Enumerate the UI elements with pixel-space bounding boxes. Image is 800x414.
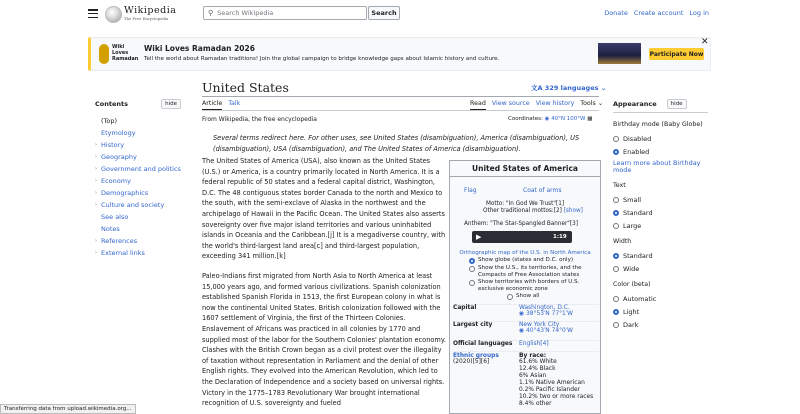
race-item: 12.4% Black (519, 366, 556, 372)
radio-button[interactable] (469, 280, 475, 286)
chevron-right-icon[interactable]: › (95, 154, 97, 160)
appearance-option-label: Small (623, 195, 642, 204)
chevron-right-icon[interactable]: › (95, 190, 97, 196)
personal-tools (604, 9, 709, 17)
chevron-right-icon[interactable]: › (95, 178, 97, 184)
other-mottos: Other traditional mottos:[2] (483, 208, 562, 214)
toc-item-label[interactable]: External links (101, 249, 145, 257)
race-item: 8.4% other (519, 401, 552, 407)
race-label: By race: (519, 353, 547, 359)
appearance-option-label: Automatic (623, 294, 657, 303)
appearance-option[interactable] (613, 219, 708, 232)
infobox-title: United States of America (472, 164, 578, 173)
page-title: United States (202, 80, 289, 95)
toc-item-label[interactable]: Notes (101, 225, 120, 233)
tab-view-history[interactable]: View history (535, 100, 575, 107)
campaign-banner (88, 37, 711, 71)
map-option-label: Show all (516, 293, 540, 299)
coordinates-link[interactable]: 40°N 100°W (551, 116, 586, 122)
toc-item-label[interactable]: Etymology (101, 129, 136, 137)
browser-status-bar: Transferring data from upload.wikimedia.org... (0, 404, 136, 414)
color-label: Color (beta) (613, 281, 651, 288)
birthday-learn-more-link[interactable]: Learn more about Birthday mode (613, 159, 701, 174)
toc-item-label[interactable]: (Top) (101, 117, 118, 125)
participate-button[interactable]: Participate Now (649, 48, 704, 60)
toc-item[interactable] (95, 115, 181, 127)
tab-view-source[interactable]: View source (491, 100, 530, 107)
banner-text: Tell the world about Ramadan traditions! Join the global campaign to bridge knowledge gaps about Islamic history and culture. (144, 56, 500, 62)
appearance-option[interactable] (613, 249, 708, 262)
search-button[interactable]: Search (368, 6, 400, 20)
largest-city-label: Largest city (453, 322, 493, 328)
radio-button[interactable] (613, 253, 619, 259)
toc-item[interactable] (95, 187, 181, 199)
tabs-divider (202, 110, 599, 111)
play-icon[interactable]: ▶ (476, 233, 482, 241)
appearance-option[interactable] (613, 132, 708, 145)
map-option-label: Show globe (states and D.C. only) (478, 257, 574, 263)
wikipedia-tagline: The Free Encyclopedia (124, 16, 169, 21)
banner-title: Wiki Loves Ramadan 2026 (144, 44, 255, 53)
infobox (449, 160, 601, 414)
create-account-link[interactable]: Create account (633, 9, 684, 17)
chevron-down-icon: ⌄ (597, 100, 604, 107)
toc-item[interactable] (95, 151, 181, 163)
map-option-label: Show the U.S., its territories, and the Compacts of Free Association states (478, 265, 582, 278)
wikipedia-wordmark[interactable]: Wikipedia (124, 5, 177, 16)
appearance-option-label: Standard (623, 208, 653, 217)
tab-talk[interactable]: Talk (228, 100, 241, 107)
toc-item[interactable] (95, 199, 181, 211)
search-input[interactable] (203, 6, 367, 20)
tab-read[interactable]: Read (470, 100, 486, 110)
infobox-row-ethnic-groups (453, 353, 599, 413)
radio-button[interactable] (469, 266, 475, 272)
coordinates (508, 116, 592, 122)
appearance-option-label: Wide (623, 264, 640, 273)
coordinates-label: Coordinates: (508, 116, 543, 122)
largest-city-coords-link[interactable]: 40°43′N 74°0′W (526, 328, 573, 334)
map-option[interactable] (469, 257, 599, 264)
map-icon[interactable]: ▦ (587, 116, 593, 122)
radio-button[interactable] (613, 210, 619, 216)
infobox-row-capital (453, 304, 599, 320)
largest-city-link[interactable]: New York City (519, 322, 560, 328)
appearance-option-label: Disabled (623, 134, 652, 143)
donate-link[interactable]: Donate (604, 9, 628, 17)
tools-menu[interactable] (580, 100, 603, 110)
appearance-hide-button[interactable]: hide (667, 99, 687, 109)
capital-coords-link[interactable]: 38°53′N 77°1′W (526, 311, 573, 317)
english-link[interactable]: English[4] (519, 341, 549, 347)
appearance-option-label: Large (623, 221, 642, 230)
flag-link[interactable]: Flag (464, 187, 477, 194)
anthem: Anthem: "The Star-Spangled Banner"[3] (464, 221, 578, 227)
official-languages-label: Official languages (453, 341, 513, 347)
close-icon[interactable]: ✕ (701, 37, 709, 47)
motto: Motto: "In God We Trust"[1] (485, 201, 565, 207)
search-icon: ⚲ (208, 9, 214, 17)
radio-button[interactable] (507, 294, 513, 300)
globe-icon: ◉ (519, 311, 525, 317)
infobox-row-largest-city (453, 321, 599, 338)
toc-item-label[interactable]: History (101, 141, 125, 149)
chevron-right-icon[interactable]: › (95, 238, 97, 244)
appearance-option[interactable] (613, 305, 708, 318)
main-menu-icon[interactable] (88, 9, 98, 18)
radio-button[interactable] (613, 322, 619, 328)
toc-item[interactable] (95, 163, 181, 175)
toc-item-label[interactable]: Culture and society (101, 201, 165, 209)
ethnic-groups-link[interactable]: Ethnic groups (453, 353, 499, 359)
show-mottos-link[interactable]: [show] (563, 208, 583, 214)
radio-button[interactable] (613, 309, 619, 315)
radio-button[interactable] (469, 258, 475, 264)
infobox-row-languages (453, 340, 599, 352)
appearance-option[interactable] (613, 206, 708, 219)
map-caption: Orthographic map of the U.S. in North America (459, 250, 591, 256)
chevron-right-icon[interactable]: › (95, 142, 97, 148)
globe-icon: ◉ (544, 116, 550, 122)
race-item: 1.1% Native American (519, 380, 585, 386)
appearance-option-label: Light (623, 307, 640, 316)
toc-item[interactable] (95, 235, 181, 247)
race-item: 61.6% White (519, 359, 557, 365)
race-item: 6% Asian (519, 373, 547, 379)
map-option[interactable] (469, 279, 599, 292)
namespace-tabs (202, 100, 240, 110)
width-label: Width (613, 238, 632, 245)
text-size-label: Text (613, 182, 626, 189)
appearance-option[interactable] (613, 262, 708, 275)
appearance-option-label: Enabled (623, 147, 650, 156)
chevron-right-icon[interactable]: › (95, 250, 97, 256)
language-count: 329 languages (544, 84, 599, 92)
capital-label: Capital (453, 305, 477, 311)
toc-item-label[interactable]: Government and politics (101, 165, 181, 173)
tab-article[interactable]: Article (202, 100, 222, 110)
toc-item[interactable] (95, 139, 181, 151)
coat-of-arms-link[interactable]: Coat of arms (523, 187, 562, 194)
title-divider (202, 96, 599, 97)
appearance-option-label: Standard (623, 251, 653, 260)
toc-item-label[interactable]: Demographics (101, 189, 149, 197)
map-option[interactable] (469, 265, 599, 278)
toc-item-label[interactable]: See also (101, 213, 129, 221)
birthday-mode-label: Birthday mode (Baby Globe) (613, 121, 703, 128)
banner-logo-text: Wiki Loves Ramadan (112, 44, 139, 62)
capital-link[interactable]: Washington, D.C. (519, 305, 570, 311)
appearance-option[interactable] (613, 145, 708, 158)
chevron-right-icon[interactable]: › (95, 202, 97, 208)
toc-item-label[interactable]: Economy (101, 177, 131, 185)
anthem-audio-player[interactable] (472, 231, 572, 243)
appearance-option[interactable] (613, 292, 708, 305)
race-item: 0.2% Pacific Islander (519, 387, 581, 393)
globe-icon: ◉ (519, 328, 525, 334)
radio-button[interactable] (613, 136, 619, 142)
toc-title: Contents (95, 100, 128, 108)
appearance-option-label: Dark (623, 320, 639, 329)
appearance-panel (613, 99, 708, 331)
language-button[interactable] (531, 83, 606, 92)
site-sub: From Wikipedia, the free encyclopedia (202, 116, 317, 123)
view-tabs (470, 100, 603, 110)
appearance-title: Appearance (613, 100, 657, 108)
toc-item[interactable] (95, 175, 181, 187)
ethnic-groups-year: (2020)[5][6] (453, 359, 490, 365)
ramadan-logo-icon (99, 44, 109, 64)
toc-item[interactable] (95, 223, 181, 235)
radio-button[interactable] (613, 197, 619, 203)
chevron-right-icon[interactable]: › (95, 166, 97, 172)
radio-button[interactable] (613, 149, 619, 155)
toc-item-label[interactable]: Geography (101, 153, 137, 161)
chevron-down-icon: ⌄ (600, 84, 607, 92)
map-option-label: Show territories with borders of U.S. exclusive economic zone (478, 279, 580, 292)
audio-duration: 1:19 (553, 234, 567, 240)
toc-item[interactable] (95, 247, 181, 259)
toc-item[interactable] (95, 211, 181, 223)
lead-paragraph-1: The United States of America (USA), also known as the United States (U.S.) or America, is a country primarily located in North America. It is a federal republic of 50 states and a federal capital district, Washington, D.C. The 48 contiguous states border Canada to the north and Mexico to the south, with the semi-exclave of Alaska in the northwest and the archipelago of Hawaii in the Pacific Ocean. The United States also asserts sovereignty over five major island territories and various uninhabited islands in Oceania and the Caribbean.[j] It is a megadiverse country, with the world's third-largest land area[c] and third-largest population, exceeding 341 million.[k] (202, 157, 446, 261)
hatnote: Several terms redirect here. For other uses, see United States (disambiguation), America (disambiguation), US (disambiguation), USA (disambiguation), and The United States of America (disambiguation). (213, 134, 580, 153)
radio-button[interactable] (613, 266, 619, 272)
table-of-contents (95, 99, 181, 259)
toc-hide-button[interactable]: hide (161, 99, 181, 109)
translate-icon: 文A (531, 84, 545, 92)
search-placeholder: Search Wikipedia (217, 9, 274, 17)
race-item: 10.2% two or more races (519, 394, 594, 400)
appearance-option[interactable] (613, 193, 708, 206)
appearance-option[interactable] (613, 318, 708, 331)
banner-mosque-image (598, 43, 641, 64)
radio-button[interactable] (613, 296, 619, 302)
radio-button[interactable] (613, 223, 619, 229)
toc-item-label[interactable]: References (101, 237, 138, 245)
toc-item[interactable] (95, 127, 181, 139)
log-in-link[interactable]: Log in (689, 9, 709, 17)
lead-paragraph-2: Paleo-Indians first migrated from North Asia to North America at least 15,000 years ago, and formed various civilizations. Spanish colonization established Spanish Florida in 1513, the first European colony in what is now the continental United States. British colonization followed with the 1607 settlement of Virginia, the first of the Thirteen Colonies. Enslavement of Africans was practiced in all colonies by 1770 and supplied most of the labor for the Southern Colonies' plantation economy. Clashes with the British Crown began as a civil protest over the illegality of taxation without representation in Parliament and the denial of other English rights. They evolved into the American Revolution, which led to the Declaration of Independence and a society based on universal rights. Victory in the 1775–1783 Revolutionary War brought international recognition of U.S. sovereignty and fueled (202, 272, 446, 408)
tools-label: Tools (580, 100, 596, 107)
wikipedia-globe-logo[interactable] (105, 6, 122, 23)
